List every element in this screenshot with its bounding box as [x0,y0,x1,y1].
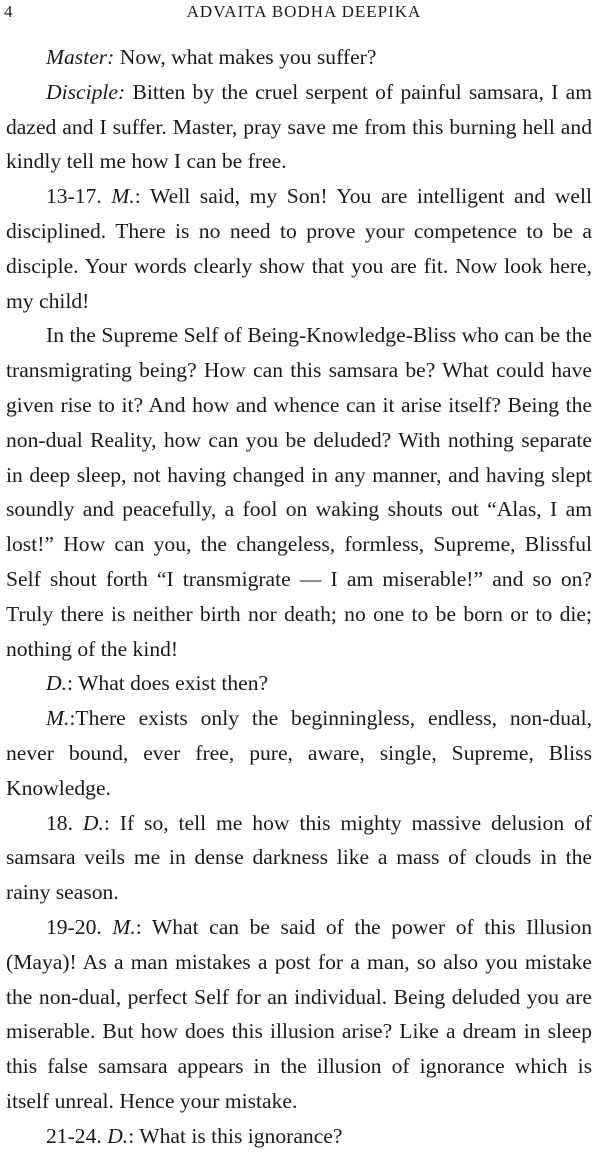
page-number: 4 [4,2,14,21]
paragraph-text: Bitten by the cruel serpent of painful samsara, I am dazed and I suffer. Master, pray save me from this burning hell and kindly tell me how I can be free. [6,79,592,174]
dialogue-paragraph [6,75,592,179]
speaker-separator: : [67,671,79,696]
paragraph-text: If so, tell me how this mighty massive delusion of samsara veils me in dense darkness like a mass of clouds in the rainy season. [6,810,592,905]
speaker-separator: : [69,706,76,731]
speaker-label: Disciple: [46,79,126,104]
speaker-separator: : [103,810,120,835]
speaker-separator: : [128,1123,140,1148]
verse-number: 18. [46,810,83,835]
paragraph-text: What is this ignorance? [139,1123,343,1148]
verse-number: 13-17. [46,184,112,209]
speaker-label: D. [82,810,104,835]
paragraph-text: Now, what makes you suffer? [119,45,377,69]
dialogue-paragraph [6,806,592,910]
speaker-label: M. [111,184,135,209]
speaker-label: D. [107,1123,129,1148]
dialogue-paragraph [6,701,592,805]
running-head [4,2,590,26]
dialogue-paragraph [6,179,592,318]
dialogue-paragraph [6,40,592,75]
dialogue-paragraph [6,318,592,666]
speaker-label: D. [46,671,67,696]
book-title: ADVAITA BODHA DEEPIKA [186,2,422,21]
paragraph-text: Well said, my Son! You are intelligent and well disciplined. There is no need to prove your competence to be a disciple. Your words clearly show that you are fit. Now look here, my child! [6,184,592,313]
speaker-label: M. [112,914,136,939]
dialogue-paragraph [6,1119,592,1154]
verse-number: 19-20. [46,914,113,939]
body-text [6,40,592,1154]
speaker-separator: : [134,184,150,209]
speaker-label: Master: [46,45,115,69]
paragraph-text: What can be said of the power of this Illusion (Maya)! As a man mistakes a post for a man, so also you mistake the non-dual, perfect Self for an individual. Being deluded you are miserable. But how does this illusion arise? Like a dream in sleep this false samsara appears in the illusion of ignorance which is itself unreal. Hence your mistake. [6,914,592,1113]
paragraph-text: There exists only the beginningless, endless, non-dual, never bound, ever free, pure, aware, single, Supreme, Bliss Knowledge. [6,706,592,800]
dialogue-paragraph [6,910,592,1119]
paragraph-text: In the Supreme Self of Being-Knowledge-Bliss who can be the transmigrating being? How can this samsara be? What could have given rise to it? And how and whence can it arise itself? Being the non-dual Reality, how can you be deluded? With nothing separate in deep sleep, not having changed in any manner, and having slept soundly and peacefully, a fool on waking shouts out “Alas, I am lost!” How can you, the changeless, formless, Supreme, Blissful Self shout forth “I transmigrate — I am miserable!” and so on? Truly there is neither birth nor death; no one to be born or to die; nothing of the kind! [6,323,592,661]
paragraph-text: What does exist then? [78,671,269,696]
speaker-separator: : [135,914,152,939]
speaker-label: M. [46,706,70,731]
verse-number: 21-24. [46,1123,108,1148]
dialogue-paragraph [6,666,592,701]
